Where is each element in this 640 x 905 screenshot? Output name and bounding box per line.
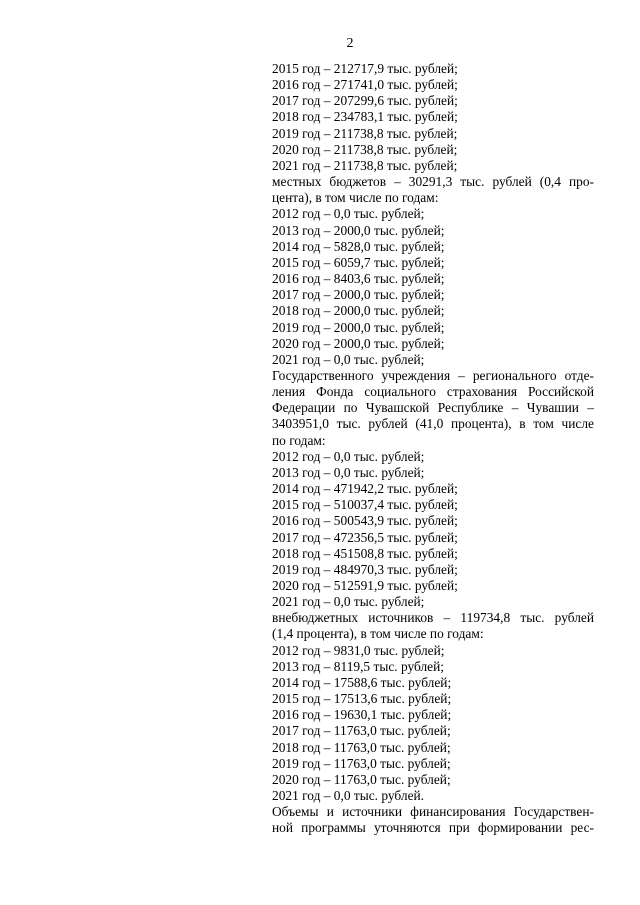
text-line: 2012 год – 9831,0 тыс. рублей; <box>272 642 445 658</box>
text-line: 2019 год – 484970,3 тыс. рублей; <box>272 561 458 577</box>
text-line: 2015 год – 6059,7 тыс. рублей; <box>272 254 445 270</box>
text-line: 2019 год – 211738,8 тыс. рублей; <box>272 125 458 141</box>
text-line: 2018 год – 11763,0 тыс. рублей; <box>272 739 451 755</box>
text-line: 2020 год – 11763,0 тыс. рублей; <box>272 771 451 787</box>
text-line: 2016 год – 19630,1 тыс. рублей; <box>272 707 452 723</box>
text-line: 2014 год – 5828,0 тыс. рублей; <box>272 238 445 254</box>
text-line: по годам: <box>272 432 326 448</box>
text-line: 2020 год – 2000,0 тыс. рублей; <box>272 335 445 351</box>
text-line: 2019 год – 11763,0 тыс. рублей; <box>272 755 451 771</box>
text-line: (1,4 процента), в том числе по годам: <box>272 626 484 642</box>
text-line: 2021 год – 211738,8 тыс. рублей; <box>272 157 458 173</box>
page-number: 2 <box>346 36 354 51</box>
text-line: 3403951,0 тыс. рублей (41,0 процента), в том числе <box>272 416 594 432</box>
text-line: 2014 год – 471942,2 тыс. рублей; <box>272 481 458 497</box>
text-line: 2018 год – 451508,8 тыс. рублей; <box>272 545 458 561</box>
text-line: ной программы уточняются при формировании рес- <box>272 820 594 836</box>
text-line: Федерации по Чувашской Республике – Чувашии – <box>272 400 594 416</box>
text-line: 2016 год – 500543,9 тыс. рублей; <box>272 513 458 529</box>
text-line: 2016 год – 8403,6 тыс. рублей; <box>272 271 445 287</box>
text-line: 2015 год – 510037,4 тыс. рублей; <box>272 497 458 513</box>
text-line: Объемы и источники финансирования Государствен- <box>272 804 594 820</box>
text-line: 2018 год – 234783,1 тыс. рублей; <box>272 109 458 125</box>
text-line: 2014 год – 17588,6 тыс. рублей; <box>272 674 452 690</box>
text-line: 2017 год – 207299,6 тыс. рублей; <box>272 93 458 109</box>
text-line: внебюджетных источников – 119734,8 тыс. рублей <box>272 610 594 626</box>
text-line: 2019 год – 2000,0 тыс. рублей; <box>272 319 445 335</box>
text-line: 2017 год – 2000,0 тыс. рублей; <box>272 287 445 303</box>
text-line: 2021 год – 0,0 тыс. рублей; <box>272 594 425 610</box>
text-line: 2017 год – 11763,0 тыс. рублей; <box>272 723 451 739</box>
document-text-column <box>272 61 594 837</box>
text-line: 2013 год – 2000,0 тыс. рублей; <box>272 222 445 238</box>
text-line: 2015 год – 212717,9 тыс. рублей; <box>272 61 458 76</box>
text-line: 2021 год – 0,0 тыс. рублей; <box>272 351 425 367</box>
text-line: 2020 год – 211738,8 тыс. рублей; <box>272 141 458 157</box>
text-line: местных бюджетов – 30291,3 тыс. рублей (0,4 про- <box>272 174 594 190</box>
text-line: Государственного учреждения – регионального отде- <box>272 367 594 383</box>
text-line: 2017 год – 472356,5 тыс. рублей; <box>272 529 458 545</box>
text-line: 2018 год – 2000,0 тыс. рублей; <box>272 303 445 319</box>
text-line: 2021 год – 0,0 тыс. рублей. <box>272 788 425 804</box>
text-line: 2013 год – 8119,5 тыс. рублей; <box>272 658 444 674</box>
text-line: 2013 год – 0,0 тыс. рублей; <box>272 464 425 480</box>
text-line: цента), в том числе по годам: <box>272 190 439 206</box>
text-line: ления Фонда социального страхования Российской <box>272 384 594 400</box>
text-line: 2015 год – 17513,6 тыс. рублей; <box>272 691 452 707</box>
text-line: 2012 год – 0,0 тыс. рублей; <box>272 448 425 464</box>
text-line: 2016 год – 271741,0 тыс. рублей; <box>272 77 458 93</box>
text-line: 2020 год – 512591,9 тыс. рублей; <box>272 578 458 593</box>
text-line: 2012 год – 0,0 тыс. рублей; <box>272 206 425 222</box>
